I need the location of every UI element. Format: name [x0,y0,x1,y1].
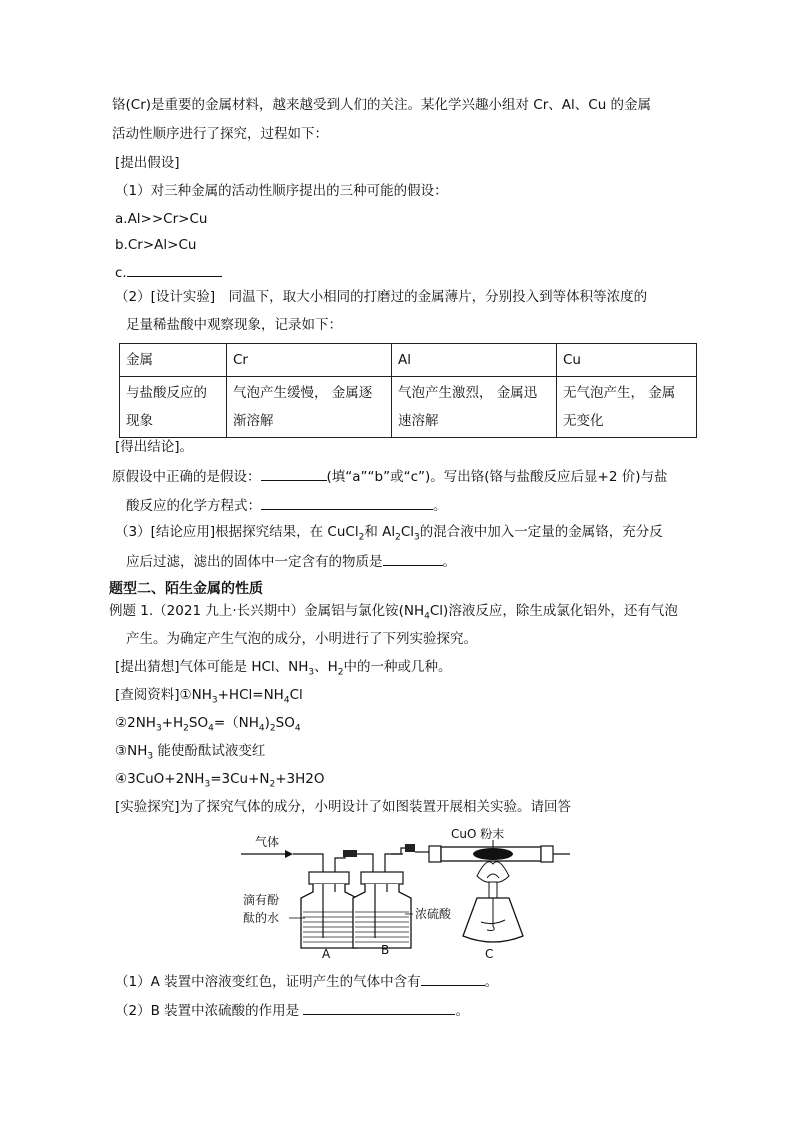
question-3-line-1 [115,522,663,548]
conclusion-line-2 [126,494,447,516]
apparatus-diagram [225,826,570,964]
cell-cu-2: 无变化 [563,413,604,429]
sub: 2 [269,779,276,790]
conclusion-heading: [得出结论]。 [115,439,194,455]
info4-b: =3Cu+N [210,771,270,787]
info-line-2 [115,713,301,739]
period: 。 [484,974,499,990]
label-a: A [322,947,331,961]
sub: 3 [211,695,218,706]
conclusion-text-b: (填“a”“b”或“c”)。写出铬(铬与盐酸反应后显+2 价)与盐 [326,469,668,485]
gas-arrow-head [285,850,293,858]
cell-cr-2: 渐溶解 [233,413,274,429]
table-row [120,377,697,438]
info3-a: ③NH [115,743,148,759]
tube-right-stopper [541,846,553,862]
example-text-a: 例题 1.（2021 九上·长兴期中）金属铝与氯化铵(NH [109,603,425,619]
tube-left-stopper [429,846,441,862]
connector-2 [405,844,415,852]
info2-f: SO [275,715,295,731]
period: 。 [455,1003,469,1019]
label-c: C [485,947,494,961]
q3-text-d: 的混合液中加入一定量的金属铬，充分反 [419,524,663,540]
sub: 3 [414,532,420,543]
answer-blank-equation[interactable] [261,494,433,510]
sub: 3 [308,667,315,678]
hypothesis-a: a.Al>>Cr>Cu [115,211,208,227]
info-line-3 [115,741,265,767]
guess-text-c: 中的一种或几种。 [343,659,452,675]
info2-e: ) [264,715,270,731]
cell-al [392,377,557,438]
burner-wick [489,882,497,898]
row-label-2: 现象 [126,413,153,429]
cell-cu-1: 无气泡产生， 金属 [563,385,676,401]
qa-text: （1）A 装置中溶液变红色，证明产生的气体中含有 [115,974,421,990]
question-a [115,970,498,992]
hypothesis-c-blank[interactable] [127,261,222,277]
row-label-1: 与盐酸反应的 [126,385,207,401]
question-3-line-2 [126,550,456,572]
hypothesis-b: b.Cr>Al>Cu [115,237,197,253]
info-line-4 [115,769,325,795]
sub: 2 [183,723,189,734]
info1-b: +HCl=NH [217,687,284,703]
cell-al-1: 气泡产生激烈， 金属迅 [398,385,538,401]
observation-table [119,343,697,438]
cell-al-2: 速溶解 [398,413,439,429]
bottle-b-label: 浓硫酸 [415,907,452,921]
label-b: B [381,943,390,957]
question-2-line-1: （2）[设计实验] 同温下，取大小相同的打磨过的金属薄片，分别投入到等体积等浓度的 [115,289,648,305]
bottle-b-stopper [361,872,403,884]
sub: 4 [208,723,214,734]
example-text-b: Cl)溶液反应，除生成氯化铝外，还有气泡 [429,603,678,619]
info2-b: +H [161,715,184,731]
bottle-a-stopper [309,872,349,884]
q3-line2-text: 应后过滤，滤出的固体中一定含有的物质是 [126,554,383,570]
q3-text-c: Cl [400,524,415,540]
answer-blank-gas[interactable] [421,970,485,986]
bottle-a [301,884,357,948]
cell-cr-1: 气泡产生缓慢， 金属逐 [233,385,373,401]
header-cu: Cu [557,344,697,377]
hypothesis-c-label: c. [115,265,127,281]
guess-line [115,657,452,683]
info2-d: =（NH [213,715,259,731]
sub: 2 [337,667,344,678]
bottle-b [353,884,411,948]
qb-text: （2）B 装置中浓硫酸的作用是 [115,1003,304,1019]
period: 。 [442,554,456,570]
info2-a: ②2NH [115,715,156,731]
info-line-1 [115,685,303,711]
sub: 4 [424,611,430,622]
cell-cu [557,377,697,438]
example-line-1 [109,601,678,627]
q3-text-b: 和 Al [364,524,396,540]
intro-line-1: 铬(Cr)是重要的金属材料，越来越受到人们的关注。某化学兴趣小组对 Cr、Al、Cu 的金属 [112,97,652,113]
sub: 4 [258,723,265,734]
conclusion-text-a: 原假设中正确的是假设： [112,469,261,485]
section-title: 题型二、陌生金属的性质 [109,581,263,597]
question-b [115,999,469,1021]
cell-cr [227,377,392,438]
info1-c: Cl [289,687,303,703]
sub: 4 [294,723,301,734]
sub: 2 [395,532,401,543]
answer-blank-hypothesis[interactable] [261,465,327,481]
hypothesis-heading: [提出假设] [115,155,180,171]
sub: 4 [283,695,290,706]
info4-c: +3H2O [275,771,325,787]
info3-b: 能使酚酞试液变红 [153,743,266,759]
question-2-line-2: 足量稀盐酸中观察现象，记录如下： [126,317,342,333]
guess-text-a: [提出猜想]气体可能是 HCl、NH [115,659,309,675]
row-label [120,377,227,438]
period: 。 [433,498,447,514]
header-metal: 金属 [120,344,227,377]
explore-line: [实验探究]为了探究气体的成分，小明设计了如图装置开展相关实验。请回答 [115,799,572,815]
bottle-a-label-2: 酞的水 [243,911,280,925]
header-al: Al [392,344,557,377]
table-header-row [120,344,697,377]
info1-a: [查阅资料]①NH [115,687,212,703]
equation-prompt: 酸反应的化学方程式： [126,498,261,514]
cuo-label: CuO 粉末 [451,827,505,841]
guess-text-b: 、H [314,659,338,675]
sub: 3 [147,751,154,762]
sub: 3 [204,779,211,790]
connector-1 [343,850,357,857]
conclusion-line-1 [112,465,668,487]
answer-blank-acid-role[interactable] [303,999,455,1015]
sub: 3 [155,723,162,734]
header-cr: Cr [227,344,392,377]
question-1: （1）对三种金属的活动性顺序提出的三种可能的假设： [115,183,448,199]
flame [477,862,509,883]
sub: 2 [358,532,365,543]
info2-c: SO [188,715,209,731]
info4-a: ④3CuO+2NH [115,771,205,787]
example-line-2: 产生。为确定产生气泡的成分，小明进行了下列实验探究。 [126,631,477,647]
q3-text-a: （3）[结论应用]根据探究结果，在 CuCl [115,524,359,540]
bottle-a-label-1: 滴有酚 [243,893,280,907]
sub: 2 [269,723,276,734]
gas-label: 气体 [255,835,280,849]
hypothesis-c [115,261,222,283]
answer-blank-solid[interactable] [383,550,443,566]
intro-line-2: 活动性顺序进行了探究，过程如下： [112,126,328,142]
